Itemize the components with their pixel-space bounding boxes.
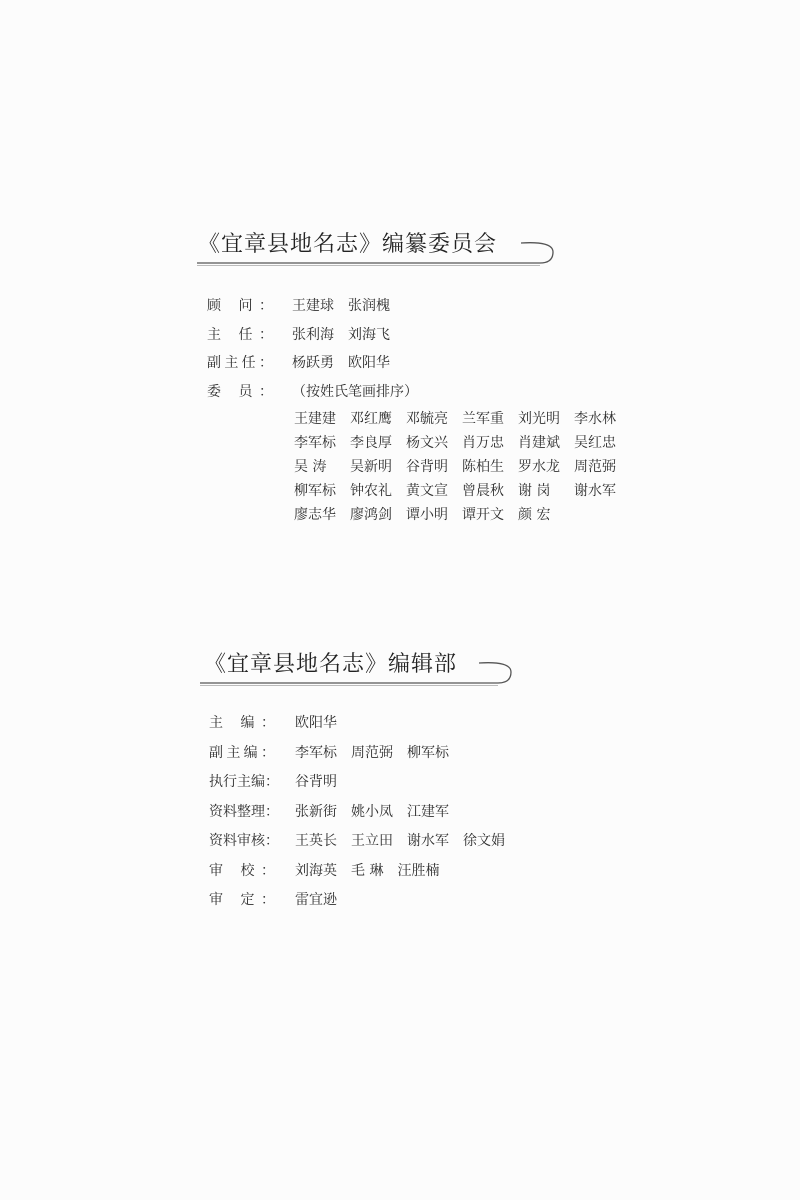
person-name: 欧阳华 <box>348 355 390 371</box>
title-underline-swoosh <box>198 656 518 688</box>
member-name: 曾晨秋 <box>462 483 504 499</box>
names-list <box>295 832 519 850</box>
member-name: 李良厚 <box>350 435 392 451</box>
person-name: 柳军标 <box>407 744 449 761</box>
role-label: 审 校： <box>209 862 275 879</box>
person-name: 姚小凤 <box>351 803 393 820</box>
names-list <box>292 383 432 401</box>
person-name: 张润槐 <box>348 298 390 314</box>
names-list <box>292 326 404 344</box>
member-name: 肖万忠 <box>462 435 504 451</box>
person-name: 刘海英 <box>295 862 337 879</box>
person-name: 刘海飞 <box>348 326 390 343</box>
person-name: 雷宜逊 <box>295 892 337 908</box>
member-name: 吴红忠 <box>574 435 616 451</box>
member-row <box>294 458 630 476</box>
names-list <box>295 744 463 762</box>
names-list <box>295 714 351 732</box>
person-name: 王立田 <box>351 833 393 849</box>
person-name: 毛 琳 <box>351 862 384 879</box>
person-name: 张新街 <box>295 803 337 820</box>
member-name: 谭开文 <box>462 507 504 523</box>
person-name: 李军标 <box>295 744 337 761</box>
member-name: 陈柏生 <box>462 459 504 475</box>
names-list <box>295 773 351 791</box>
person-name: 谷背明 <box>295 774 337 790</box>
member-name: 邓毓亮 <box>406 411 448 427</box>
role-label: 主 编： <box>209 715 275 731</box>
person-name: 杨跃勇 <box>292 355 334 371</box>
role-label: 副主编： <box>209 744 275 761</box>
member-name: 谷背明 <box>406 459 448 475</box>
member-name: 廖志华 <box>294 507 336 523</box>
member-name: 谭小明 <box>406 507 448 523</box>
member-name: 钟农礼 <box>350 483 392 499</box>
member-name: 谢水军 <box>574 483 616 499</box>
role-label: 资料审核： <box>209 833 279 849</box>
role-label: 主 任： <box>207 326 273 343</box>
member-name: 李军标 <box>294 435 336 451</box>
member-name: 王建建 <box>294 411 336 427</box>
member-name: 颜 宏 <box>518 507 551 523</box>
member-row <box>294 434 630 452</box>
title-underline-swoosh <box>195 236 560 268</box>
role-label: 顾 问： <box>207 298 273 314</box>
names-list <box>295 862 453 880</box>
names-list <box>292 354 404 372</box>
names-list <box>292 297 404 315</box>
member-name: 罗水龙 <box>518 459 560 475</box>
person-name: 周范弼 <box>351 744 393 761</box>
member-name: 李水林 <box>574 411 616 427</box>
member-name: 廖鸿剑 <box>350 507 392 523</box>
role-label: 资料整理： <box>209 803 279 820</box>
member-name: 谢 岗 <box>518 483 551 499</box>
editorial-title: 《宜章县地名志》编辑部 <box>204 652 458 677</box>
member-row <box>294 506 574 524</box>
person-name: 王建球 <box>292 298 334 314</box>
person-name: 汪胜楠 <box>397 862 440 879</box>
person-name: 王英长 <box>295 833 337 849</box>
committee-title: 《宜章县地名志》编纂委员会 <box>198 232 498 257</box>
member-row <box>294 482 630 500</box>
member-name: 吴新明 <box>350 459 392 475</box>
names-list <box>295 891 351 909</box>
member-row <box>294 410 630 428</box>
names-list <box>295 803 463 821</box>
role-label: 审 定： <box>209 892 275 908</box>
member-name: 兰军重 <box>462 411 504 427</box>
person-name: 欧阳华 <box>295 715 337 731</box>
member-name: 周范弼 <box>574 459 616 475</box>
role-label: 执行主编： <box>209 774 279 790</box>
person-name: 谢水军 <box>407 833 449 849</box>
person-name: 徐文娟 <box>463 833 505 849</box>
member-name: 柳军标 <box>294 483 336 499</box>
person-name: 江建军 <box>407 803 449 820</box>
person-name: 张利海 <box>292 326 334 343</box>
member-name: 吴 涛 <box>294 459 327 475</box>
member-name: 杨文兴 <box>406 435 448 451</box>
member-name: 肖建斌 <box>518 435 560 451</box>
person-name: （按姓氏笔画排序） <box>292 383 418 400</box>
role-label: 副主任： <box>207 355 273 371</box>
member-name: 黄文宣 <box>406 483 448 499</box>
role-label: 委 员： <box>207 383 273 400</box>
member-name: 刘光明 <box>518 411 560 427</box>
member-name: 邓红鹰 <box>350 411 392 427</box>
